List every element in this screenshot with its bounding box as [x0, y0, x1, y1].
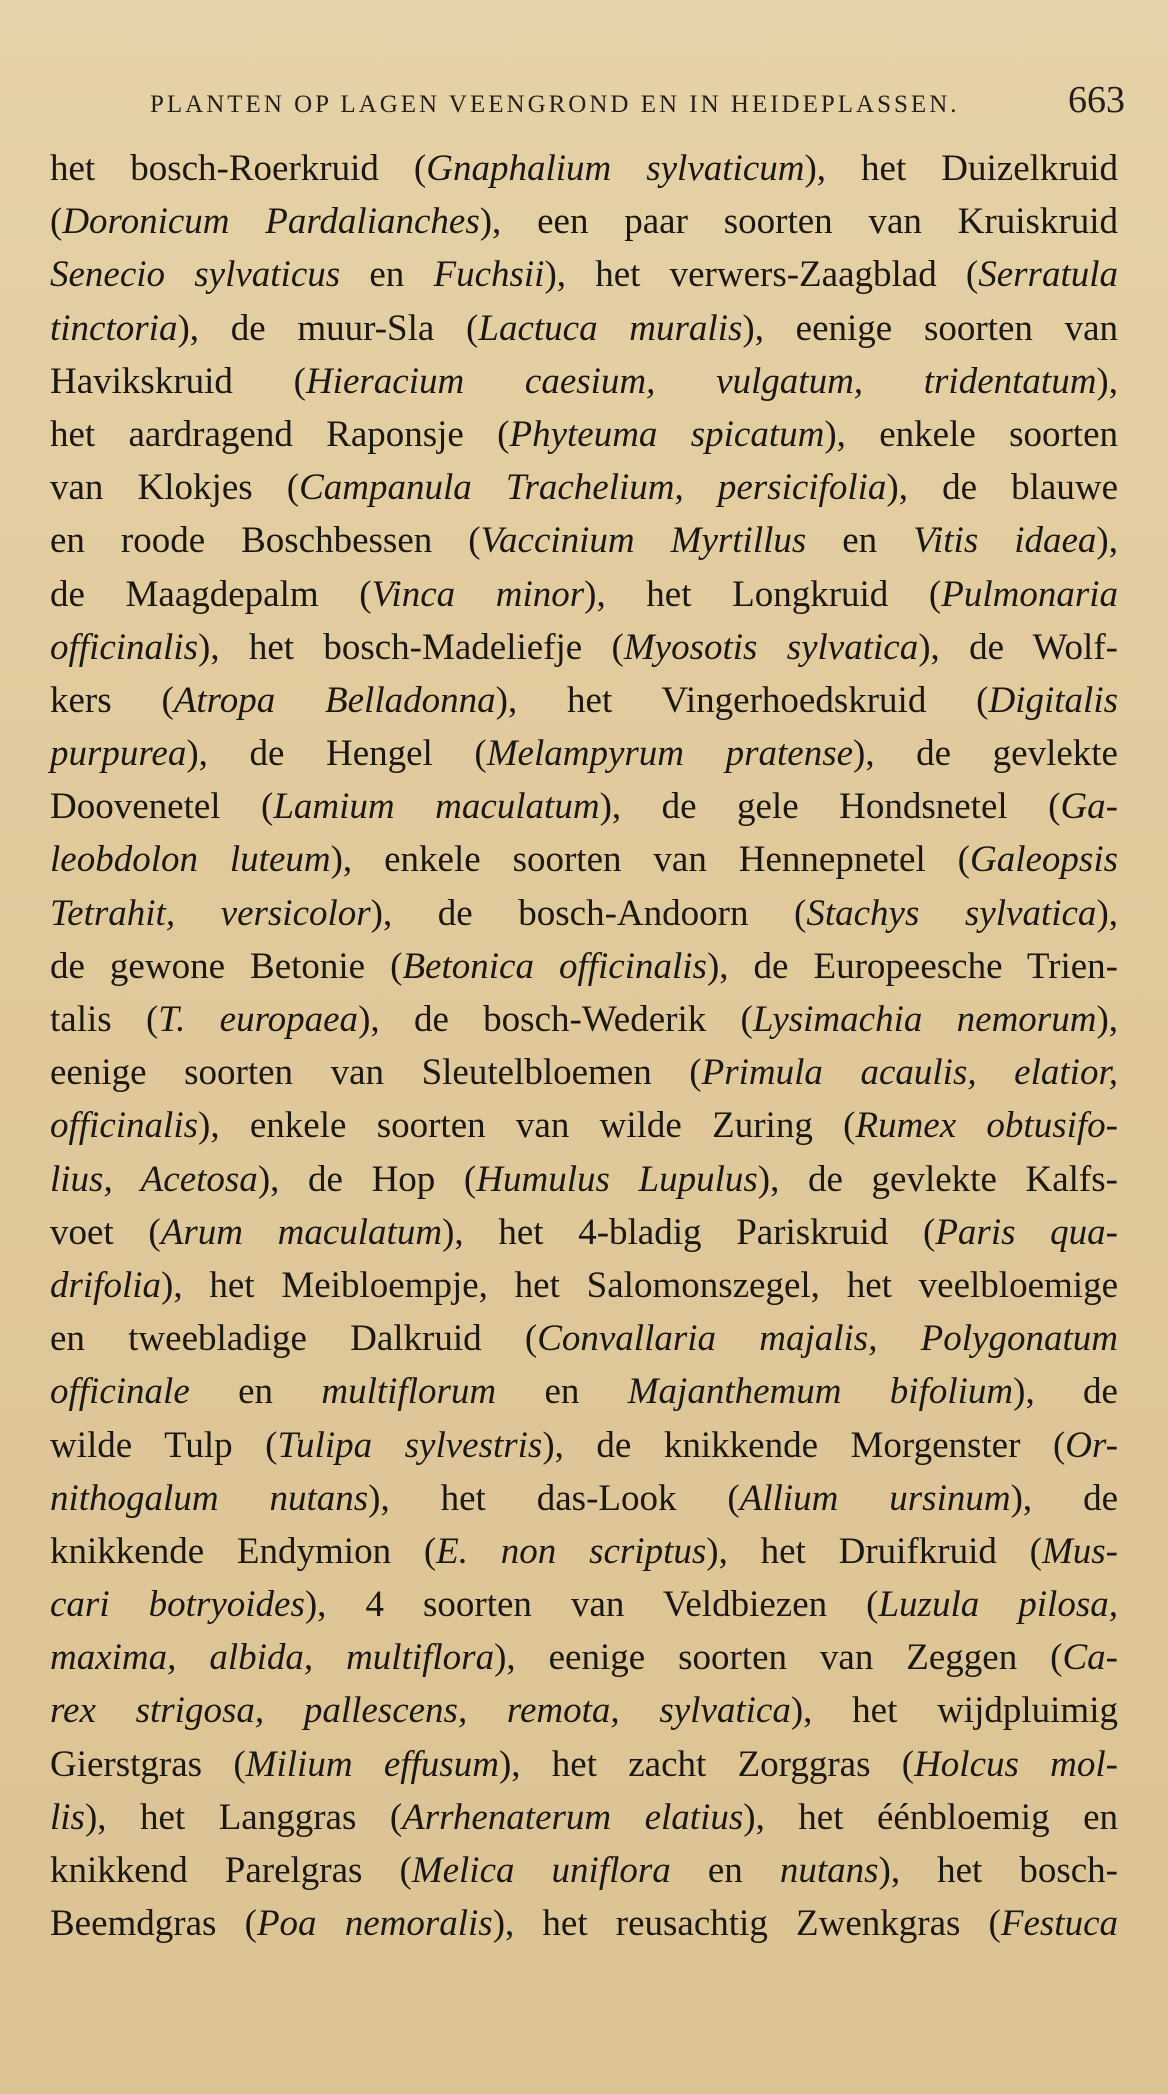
text-segment: en: [670, 1850, 780, 1891]
text-segment: ), het das-Look (: [368, 1477, 740, 1519]
text-segment: ), de blauwe: [886, 467, 1118, 509]
text-segment: ), de bosch-Andoorn (: [370, 892, 807, 934]
text-segment: ),: [1096, 520, 1118, 562]
latin-name: Tetrahit, versicolor: [50, 892, 371, 934]
latin-name: Hieracium caesium, vulgatum, tridentatum: [305, 360, 1097, 402]
text-line: [50, 993, 1118, 1046]
latin-name: multiflorum: [321, 1371, 497, 1413]
text-line: [50, 1631, 1118, 1684]
text-line: [50, 1259, 1118, 1312]
latin-name: Lactuca muralis: [478, 307, 743, 349]
latin-name: officinalis: [50, 1105, 198, 1147]
text-segment: ), enkele soorten van Hennepnetel (: [330, 839, 970, 881]
text-segment: Beemdgras (: [50, 1903, 257, 1945]
text-segment: ), het wijdpluimig: [790, 1690, 1118, 1732]
text-segment: het aardragend Raponsje (: [50, 413, 510, 455]
latin-name: Arum maculatum: [160, 1211, 443, 1253]
latin-name: tinctoria: [50, 307, 178, 349]
text-line: [50, 1472, 1118, 1525]
text-line: [50, 1312, 1118, 1365]
text-line: [50, 940, 1118, 993]
text-segment: ), de Europeesche Trien-: [706, 945, 1118, 987]
latin-name: Paris qua-: [935, 1211, 1118, 1253]
text-segment: ), het Langgras (: [84, 1796, 403, 1838]
latin-name: Allium ursinum: [739, 1477, 1011, 1519]
text-segment: voet (: [50, 1211, 161, 1253]
text-segment: ), de Hengel (: [186, 733, 487, 775]
text-line: [50, 1046, 1118, 1099]
latin-name: Primula acaulis, elatior,: [701, 1052, 1118, 1094]
text-line: [50, 1525, 1118, 1578]
text-line: [50, 302, 1118, 355]
latin-name: Myosotis sylvatica: [623, 626, 919, 668]
text-segment: wilde Tulp (: [50, 1424, 278, 1466]
latin-name: Pulmonaria: [941, 573, 1118, 615]
text-segment: de gewone Betonie (: [50, 945, 403, 987]
text-line: [50, 1897, 1118, 1950]
latin-name: Melampyrum pratense: [486, 733, 854, 775]
text-segment: ), eenige soorten van: [742, 307, 1119, 349]
text-segment: ), het reusachtig Zwenkgras (: [492, 1903, 1001, 1945]
text-line: [50, 461, 1118, 514]
text-segment: knikkend Parelgras (: [50, 1850, 412, 1891]
text-segment: en: [496, 1371, 628, 1413]
latin-name: Phyteuma spicatum: [509, 413, 825, 455]
text-line: [50, 1419, 1118, 1472]
text-segment: ), de Wolf-: [918, 626, 1118, 668]
text-line: [50, 674, 1118, 727]
text-line: [50, 248, 1118, 301]
latin-name: Lysimachia nemorum: [752, 999, 1097, 1040]
text-segment: ), de gevlekte: [853, 733, 1118, 775]
text-segment: ), 4 soorten van Veldbiezen (: [304, 1584, 879, 1626]
latin-name: Humulus Lupulus: [476, 1158, 758, 1200]
text-segment: Gierstgras (: [50, 1743, 246, 1785]
latin-name: nithogalum nutans: [50, 1477, 369, 1519]
latin-name: Ca-: [1062, 1637, 1118, 1679]
latin-name: Luzula pilosa,: [878, 1584, 1118, 1626]
text-segment: ), de: [1010, 1477, 1118, 1519]
text-line: [50, 408, 1118, 461]
latin-name: Vinca minor: [371, 573, 585, 615]
latin-name: Vaccinium Myrtillus: [480, 520, 807, 562]
text-line: [50, 1844, 1118, 1897]
text-segment: knikkende Endymion (: [50, 1530, 437, 1572]
latin-name: Majanthemum bifolium: [627, 1371, 1014, 1413]
text-segment: ), de: [1013, 1371, 1118, 1413]
text-line: [50, 1206, 1118, 1259]
text-segment: (: [50, 201, 63, 243]
latin-name: Digitalis: [988, 679, 1119, 721]
text-segment: ), een paar soorten van Kruiskruid: [479, 201, 1118, 243]
text-segment: en: [806, 520, 914, 562]
latin-name: leobdolon luteum: [50, 839, 331, 881]
latin-name: purpurea: [50, 733, 187, 775]
text-segment: eenige soorten van Sleutelbloemen (: [50, 1052, 702, 1094]
latin-name: Holcus mol-: [914, 1743, 1118, 1785]
latin-name: Rumex obtusifo-: [855, 1105, 1118, 1147]
text-segment: ),: [1096, 360, 1118, 402]
text-line: [50, 1738, 1118, 1791]
latin-name: Lamium maculatum: [273, 786, 600, 828]
text-segment: Doovenetel (: [50, 786, 274, 828]
text-segment: ), de muur-Sla (: [177, 307, 479, 349]
text-line: [50, 1791, 1118, 1844]
latin-name: Melica uniflora: [411, 1850, 671, 1891]
text-segment: en tweebladige Dalkruid (: [50, 1318, 538, 1360]
text-segment: van Klokjes (: [50, 467, 300, 509]
text-segment: ), het bosch-: [878, 1850, 1118, 1891]
latin-name: Stachys sylvatica: [806, 892, 1097, 934]
latin-name: Gnaphalium sylvaticum: [426, 148, 805, 189]
latin-name: Galeopsis: [970, 839, 1118, 881]
text-line: [50, 1365, 1118, 1418]
page-header: [150, 78, 1125, 130]
text-segment: en roode Boschbessen (: [50, 520, 481, 562]
text-line: [50, 568, 1118, 621]
text-line: [50, 727, 1118, 780]
text-line: [50, 142, 1118, 195]
text-segment: en: [189, 1371, 322, 1413]
latin-name: nutans: [779, 1850, 879, 1891]
page-number: 663: [1068, 79, 1125, 121]
text-line: [50, 833, 1118, 886]
text-segment: kers (: [50, 679, 174, 721]
text-line: [50, 887, 1118, 940]
latin-name: E. non scriptus: [436, 1530, 707, 1572]
text-segment: ), eenige soorten van Zeggen (: [494, 1637, 1063, 1679]
text-segment: ), de bosch-Wederik (: [358, 999, 753, 1040]
latin-name: Campanula Trachelium, persicifolia: [299, 467, 887, 509]
text-segment: Havikskruid (: [50, 360, 306, 402]
text-segment: ), de knikkende Morgenster (: [542, 1424, 1066, 1466]
latin-name: maxima, albida, multiflora: [50, 1637, 495, 1679]
latin-name: cari botryoides: [50, 1584, 305, 1626]
text-segment: ), het Druifkruid (: [706, 1530, 1042, 1572]
text-segment: de Maagdepalm (: [50, 573, 372, 615]
text-segment: ), het 4-bladig Pariskruid (: [442, 1211, 936, 1253]
text-segment: ), het verwers-Zaagblad (: [544, 254, 979, 296]
latin-name: Fuchsii: [433, 254, 545, 296]
text-segment: en: [340, 254, 434, 296]
latin-name: rex strigosa, pallescens, remota, sylvatica: [50, 1690, 791, 1732]
latin-name: Mus-: [1041, 1530, 1118, 1572]
latin-name: Poa nemoralis: [256, 1903, 493, 1945]
latin-name: Arrhenaterum elatius: [402, 1796, 744, 1838]
text-line: [50, 1578, 1118, 1631]
text-line: [50, 195, 1118, 248]
text-segment: ),: [1096, 999, 1119, 1040]
latin-name: Festuca: [1000, 1903, 1118, 1945]
text-line: [50, 1684, 1118, 1737]
latin-name: Doronicum Pardalianches: [62, 201, 480, 243]
text-segment: ), de gevlekte Kalfs-: [757, 1158, 1118, 1200]
latin-name: Vitis idaea: [913, 520, 1097, 562]
text-line: [50, 780, 1118, 833]
text-segment: ), de gele Hondsnetel (: [599, 786, 1061, 828]
text-line: [50, 1099, 1118, 1152]
text-line: [50, 355, 1118, 408]
latin-name: lis: [50, 1796, 85, 1838]
text-segment: ), het éénbloemig en: [743, 1796, 1118, 1838]
text-segment: ), het Vingerhoedskruid (: [495, 679, 989, 721]
text-segment: ), enkele soorten: [824, 413, 1118, 455]
latin-name: drifolia: [50, 1264, 162, 1306]
text-segment: ), enkele soorten van wilde Zuring (: [198, 1105, 856, 1147]
latin-name: Senecio sylvaticus: [50, 254, 341, 296]
body-text: [50, 142, 1118, 1950]
text-segment: ), het Longkruid (: [584, 573, 942, 615]
text-segment: ), het Duizelkruid: [804, 148, 1118, 189]
latin-name: Convallaria majalis, Polygonatum: [537, 1318, 1118, 1360]
text-segment: het bosch-Roerkruid (: [50, 148, 427, 189]
text-segment: ), het Meibloempje, het Salomonszegel, het veelbloemige: [161, 1264, 1118, 1306]
running-title: PLANTEN OP LAGEN VEENGROND EN IN HEIDEPLASSEN.: [150, 91, 960, 118]
latin-name: Or-: [1065, 1424, 1118, 1466]
latin-name: Betonica officinalis: [402, 945, 707, 987]
text-segment: ), het bosch-Madeliefje (: [198, 626, 624, 668]
latin-name: officinalis: [50, 626, 198, 668]
text-line: [50, 621, 1118, 674]
latin-name: lius, Acetosa: [50, 1158, 258, 1200]
latin-name: Tulipa sylvestris: [277, 1424, 543, 1466]
text-segment: ), de Hop (: [257, 1158, 477, 1200]
text-segment: ), het zacht Zorggras (: [498, 1743, 915, 1785]
text-segment: ),: [1096, 892, 1119, 934]
latin-name: officinale: [50, 1371, 190, 1413]
text-line: [50, 1153, 1118, 1206]
latin-name: T. europaea: [158, 999, 359, 1040]
text-segment: talis (: [50, 999, 159, 1040]
latin-name: Serratula: [978, 254, 1119, 296]
latin-name: Atropa Belladonna: [173, 679, 496, 721]
text-line: [50, 514, 1118, 567]
latin-name: Ga-: [1060, 786, 1118, 828]
latin-name: Milium effusum: [245, 1743, 499, 1785]
